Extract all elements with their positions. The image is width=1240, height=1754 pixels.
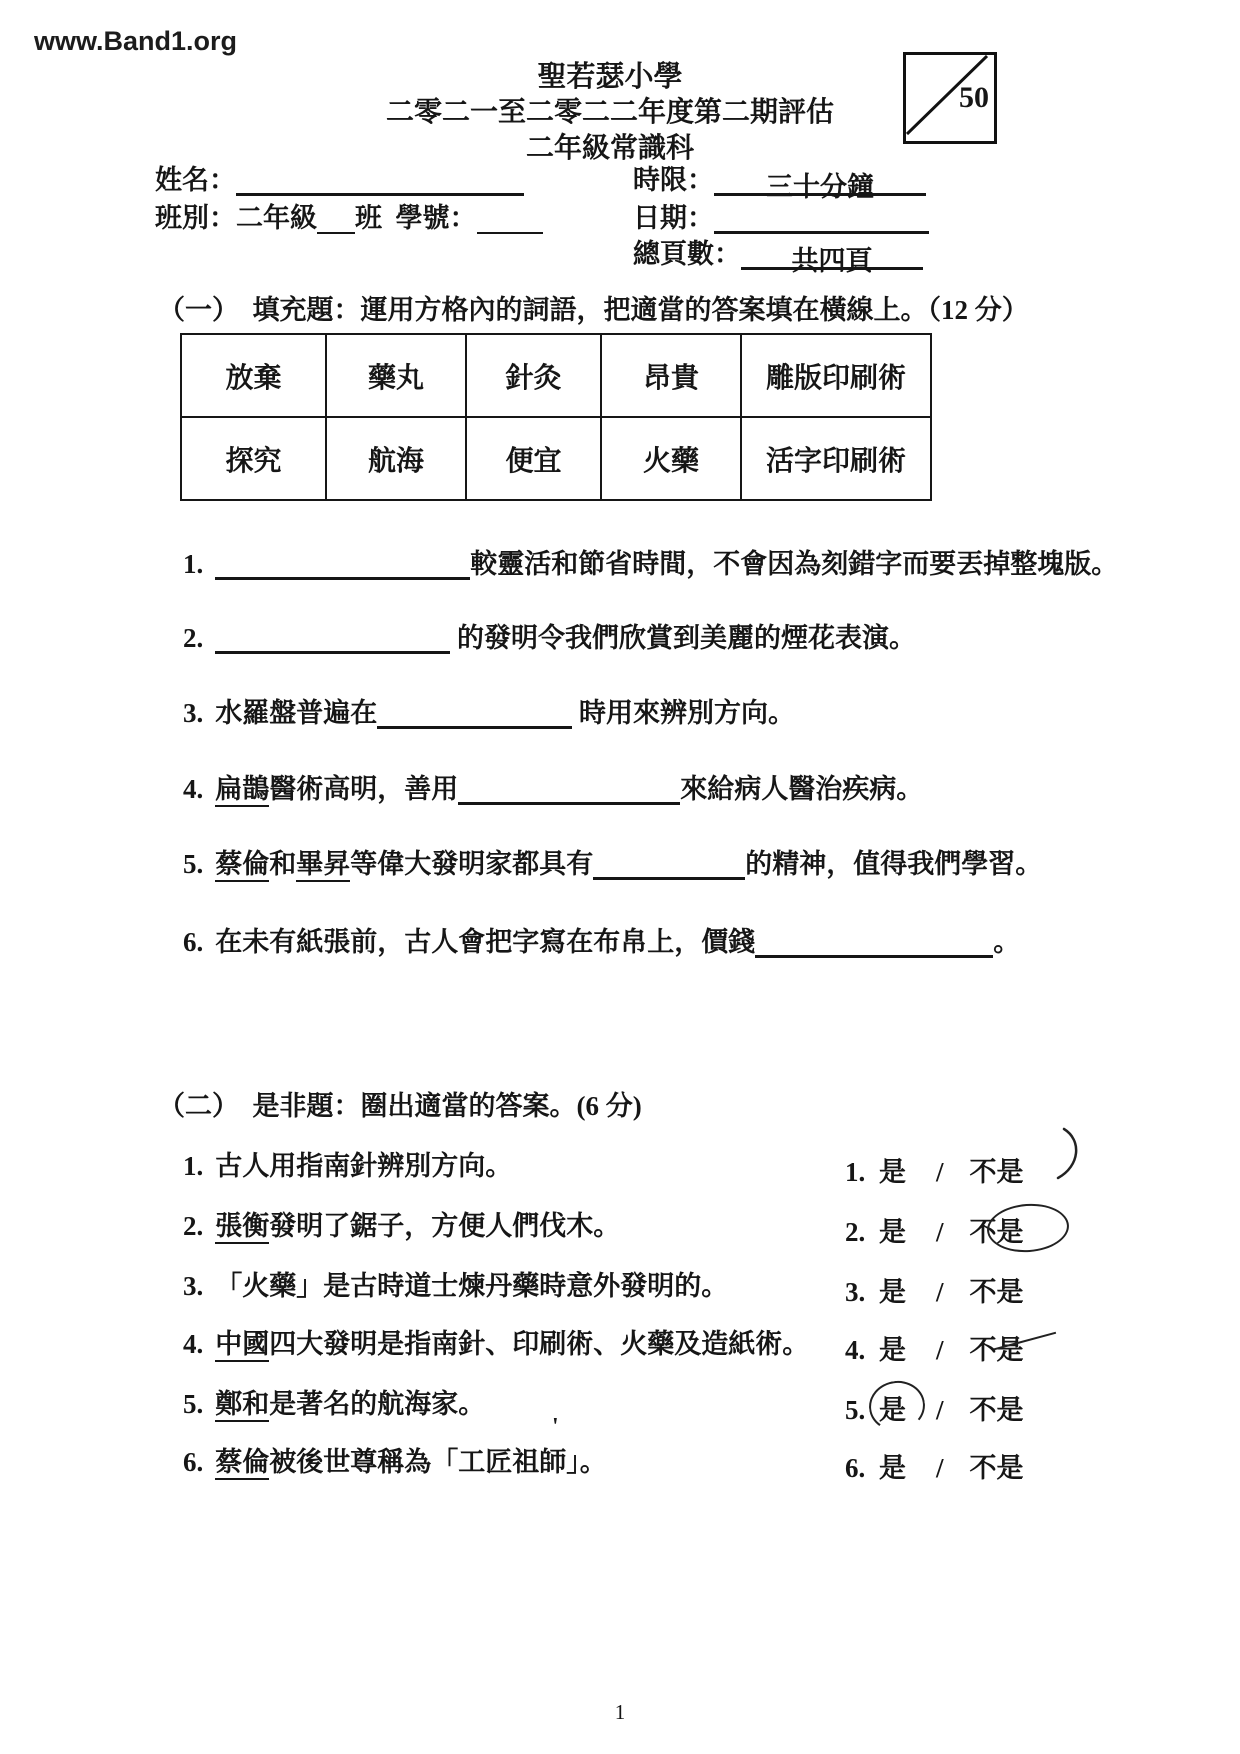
question-text: 。 <box>993 927 1021 957</box>
tf-answer-row <box>845 1270 1024 1309</box>
word-bank-row <box>181 334 931 417</box>
question-row <box>183 773 923 807</box>
name-label: 姓名： <box>155 165 236 195</box>
answer-blank[interactable] <box>215 549 470 580</box>
word-bank-cell: 藥丸 <box>326 334 466 417</box>
tf-option-no[interactable]: 不是 <box>969 1453 1024 1483</box>
tf-answer-row <box>845 1210 1024 1249</box>
question-row <box>183 1446 607 1480</box>
tf-answer-number: 4. <box>845 1335 866 1365</box>
word-bank-cell: 航海 <box>326 417 466 500</box>
question-text: 四大發明是指南針、印刷術、火藥及造紙術。 <box>269 1329 810 1359</box>
tf-option-no[interactable]: 不是 <box>969 1395 1024 1425</box>
word-bank-cell: 活字印刷術 <box>741 417 931 500</box>
school-name: 聖若瑟小學 <box>537 61 683 93</box>
class-label: 班別：二年級 <box>155 203 317 233</box>
page-number: 1 <box>614 1700 626 1724</box>
question-row <box>183 1328 809 1362</box>
question-row <box>183 548 1118 582</box>
question-row <box>183 1388 485 1422</box>
question-number: 5. <box>183 1389 204 1419</box>
tf-option-yes[interactable]: 是 <box>879 1395 906 1425</box>
word-bank-cell: 便宜 <box>466 417 601 500</box>
question-row <box>183 1210 620 1244</box>
question-number: 5. <box>183 849 204 879</box>
answer-blank[interactable] <box>215 623 450 654</box>
question-row <box>183 926 1020 960</box>
tf-option-separator: / <box>936 1277 944 1307</box>
date-label: 日期： <box>633 203 714 233</box>
tf-option-no[interactable]: 不是 <box>969 1217 1024 1247</box>
question-text: 和 <box>269 849 297 879</box>
question-text: 來給病人醫治疾病。 <box>680 774 924 804</box>
tf-option-no[interactable]: 不是 <box>969 1277 1024 1307</box>
pages-value: 共四頁 <box>791 246 873 276</box>
question-number: 1. <box>183 1151 204 1181</box>
question-text: 較靈活和節省時間，不會因為刻錯字而要丟掉整塊版。 <box>470 549 1119 579</box>
tf-answer-number: 3. <box>845 1277 866 1307</box>
student-no-label: 學號： <box>395 203 477 233</box>
question-text: 古人用指南針辨別方向。 <box>215 1151 513 1181</box>
watermark-url: www.Band1.org <box>34 26 238 56</box>
underlined-term: 扁鵲 <box>215 774 269 807</box>
student-no-field[interactable] <box>477 204 543 234</box>
tf-answer-row <box>845 1328 1024 1367</box>
question-number: 3. <box>183 698 204 728</box>
question-row <box>183 1150 512 1184</box>
question-text: 是著名的航海家。 <box>269 1389 486 1419</box>
question-row <box>183 622 916 656</box>
tf-answer-row <box>845 1150 1024 1189</box>
answer-blank[interactable] <box>377 698 572 729</box>
question-text: 「火藥」是古時道士煉丹藥時意外發明的。 <box>215 1271 729 1301</box>
question-number: 2. <box>183 623 204 653</box>
name-field[interactable] <box>236 165 524 196</box>
question-number: 2. <box>183 1211 204 1241</box>
underlined-term: 畢昇 <box>296 849 350 882</box>
pages-field[interactable] <box>741 239 923 276</box>
word-bank-cell: 火藥 <box>601 417 741 500</box>
question-row <box>183 848 1042 882</box>
word-bank-cell: 探究 <box>181 417 326 500</box>
answer-blank[interactable] <box>755 927 993 958</box>
tf-option-separator: / <box>936 1395 944 1425</box>
tf-answer-number: 6. <box>845 1453 866 1483</box>
question-number: 6. <box>183 927 204 957</box>
underlined-term: 中國 <box>215 1329 269 1362</box>
question-text: 的發明令我們欣賞到美麗的煙花表演。 <box>450 623 916 653</box>
exam-subject: 二年級常識科 <box>525 133 694 164</box>
section1-heading: （一） 填充題：運用方格內的詞語，把適當的答案填在橫線上。（12 分） <box>158 295 1029 325</box>
question-number: 4. <box>183 774 204 804</box>
tf-option-yes[interactable]: 是 <box>879 1277 906 1307</box>
question-text: 醫術高明，善用 <box>269 774 459 804</box>
score-total: 50 <box>959 81 989 114</box>
tf-answer-number: 2. <box>845 1217 866 1247</box>
answer-blank[interactable] <box>458 774 680 805</box>
tf-answer-number: 1. <box>845 1157 866 1187</box>
pen-arc-mark <box>1053 1126 1087 1182</box>
word-bank-cell: 昂貴 <box>601 334 741 417</box>
time-field[interactable] <box>714 165 926 202</box>
tf-answer-number: 5. <box>845 1395 866 1425</box>
class-suffix: 班 <box>355 203 382 233</box>
word-bank-cell: 雕版印刷術 <box>741 334 931 417</box>
tf-option-no[interactable]: 不是 <box>969 1157 1024 1187</box>
section2-heading: （二） 是非題：圈出適當的答案。(6 分) <box>158 1091 642 1121</box>
tf-option-yes[interactable]: 是 <box>879 1157 906 1187</box>
pages-row <box>633 232 923 276</box>
question-row <box>183 697 795 731</box>
tf-option-yes[interactable]: 是 <box>879 1335 906 1365</box>
pages-label: 總頁數： <box>633 239 741 269</box>
word-bank-cell: 針灸 <box>466 334 601 417</box>
time-label: 時限： <box>633 165 714 195</box>
answer-blank[interactable] <box>593 849 745 880</box>
word-bank-cell: 放棄 <box>181 334 326 417</box>
question-text: 在未有紙張前，古人會把字寫在布帛上，價錢 <box>215 927 756 957</box>
question-text: 水羅盤普遍在 <box>215 698 378 728</box>
question-number: 6. <box>183 1447 204 1477</box>
question-text: 時用來辨別方向。 <box>572 698 795 728</box>
underlined-term: 蔡倫 <box>215 1447 269 1480</box>
tf-option-yes[interactable]: 是 <box>879 1453 906 1483</box>
pen-circle-mark <box>866 1377 928 1434</box>
word-bank-table <box>180 333 932 501</box>
underlined-term: 蔡倫 <box>215 849 269 882</box>
tf-answer-row <box>845 1388 1024 1427</box>
tf-option-separator: / <box>936 1217 944 1247</box>
question-number: 3. <box>183 1271 204 1301</box>
class-row <box>155 196 543 235</box>
class-field[interactable] <box>317 204 355 234</box>
time-value: 三十分鐘 <box>766 172 874 202</box>
underlined-term: 鄭和 <box>215 1389 269 1422</box>
time-row <box>633 158 926 202</box>
question-text: 等偉大發明家都具有 <box>350 849 594 879</box>
tf-option-yes[interactable]: 是 <box>879 1217 906 1247</box>
tf-option-separator: / <box>936 1453 944 1483</box>
word-bank-row <box>181 417 931 500</box>
question-row <box>183 1270 728 1304</box>
question-text: 發明了鋸子，方便人們伐木。 <box>269 1211 621 1241</box>
stray-pen-mark: ' <box>552 1414 559 1440</box>
question-text: 的精神，值得我們學習。 <box>745 849 1043 879</box>
question-text: 被後世尊稱為「工匠祖師」。 <box>269 1447 607 1477</box>
exam-term-title: 二零二一至二零二二年度第二期評估 <box>385 97 834 128</box>
tf-option-separator: / <box>936 1157 944 1187</box>
tf-option-no[interactable]: 不是 <box>969 1335 1024 1365</box>
date-field[interactable] <box>714 203 929 234</box>
underlined-term: 張衡 <box>215 1211 269 1244</box>
score-box[interactable] <box>903 52 997 144</box>
tf-answer-row <box>845 1446 1024 1485</box>
question-number: 1. <box>183 549 204 579</box>
name-row <box>155 158 524 197</box>
question-number: 4. <box>183 1329 204 1359</box>
tf-option-separator: / <box>936 1335 944 1365</box>
date-row <box>633 196 929 235</box>
